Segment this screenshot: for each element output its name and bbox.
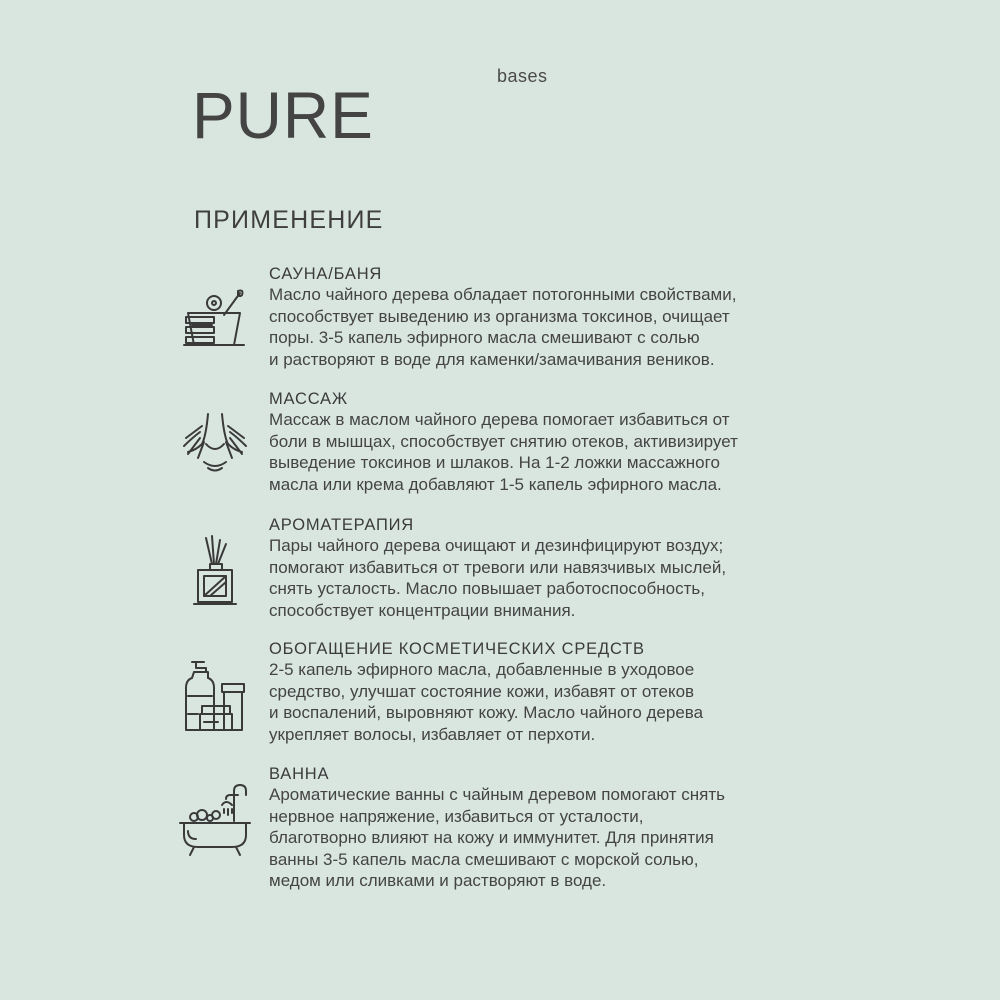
usage-item-text: 2-5 капель эфирного масла, добавленные в уходовое средство, улучшат состояние кожи, избавят от отеков и воспалений, выровняют кожу. Масло чайного дерева укрепляет волосы, избавляет от перхоти. [269, 660, 704, 744]
reed-diffuser-icon [174, 534, 256, 616]
usage-item-text: Ароматические ванны с чайным деревом помогают снять нервное напряжение, избавиться от усталости, благотворно влияют на кожу и иммунитет. Для принятия ванны 3-5 капель масла смешивают с морской солью, медом или сливками и растворяют в воде. [269, 785, 725, 890]
brand-logo [192, 62, 548, 152]
section-title: ПРИМЕНЕНИЕ [194, 206, 384, 234]
usage-item-title: АРОМАТЕРАПИЯ [269, 516, 414, 534]
massage-hands-icon [174, 406, 256, 488]
brand-name: PURE [192, 78, 374, 152]
usage-item-title: МАССАЖ [269, 390, 348, 408]
usage-item-title: ОБОГАЩЕНИЕ КОСМЕТИЧЕСКИХ СРЕДСТВ [269, 640, 645, 658]
bathtub-icon [174, 781, 256, 863]
usage-item-text: Пары чайного дерева очищают и дезинфицируют воздух; помогают избавиться от тревоги или навязчивых мыслей, снять усталость. Масло повышает работоспособность, способствует концентрации внимания. [269, 536, 727, 620]
sauna-bucket-icon [174, 285, 256, 367]
brand-sub-label: bases [497, 66, 548, 86]
cosmetics-bottles-icon [174, 656, 256, 738]
usage-item-text: Массаж в маслом чайного дерева помогает избавиться от боли в мышцах, способствует снятию отеков, активизирует выведение токсинов и шлаков. На 1-2 ложки массажного масла или крема добавляют 1-5 капель эфирного масла. [269, 410, 738, 494]
usage-item-title: САУНА/БАНЯ [269, 265, 383, 283]
usage-item-text: Масло чайного дерева обладает потогонными свойствами, способствует выведению из организма токсинов, очищает поры. 3-5 капель эфирного масла смешивают с солью и растворяют в воде для каменки/замачивания веников. [269, 285, 737, 369]
usage-item-title: ВАННА [269, 765, 330, 783]
